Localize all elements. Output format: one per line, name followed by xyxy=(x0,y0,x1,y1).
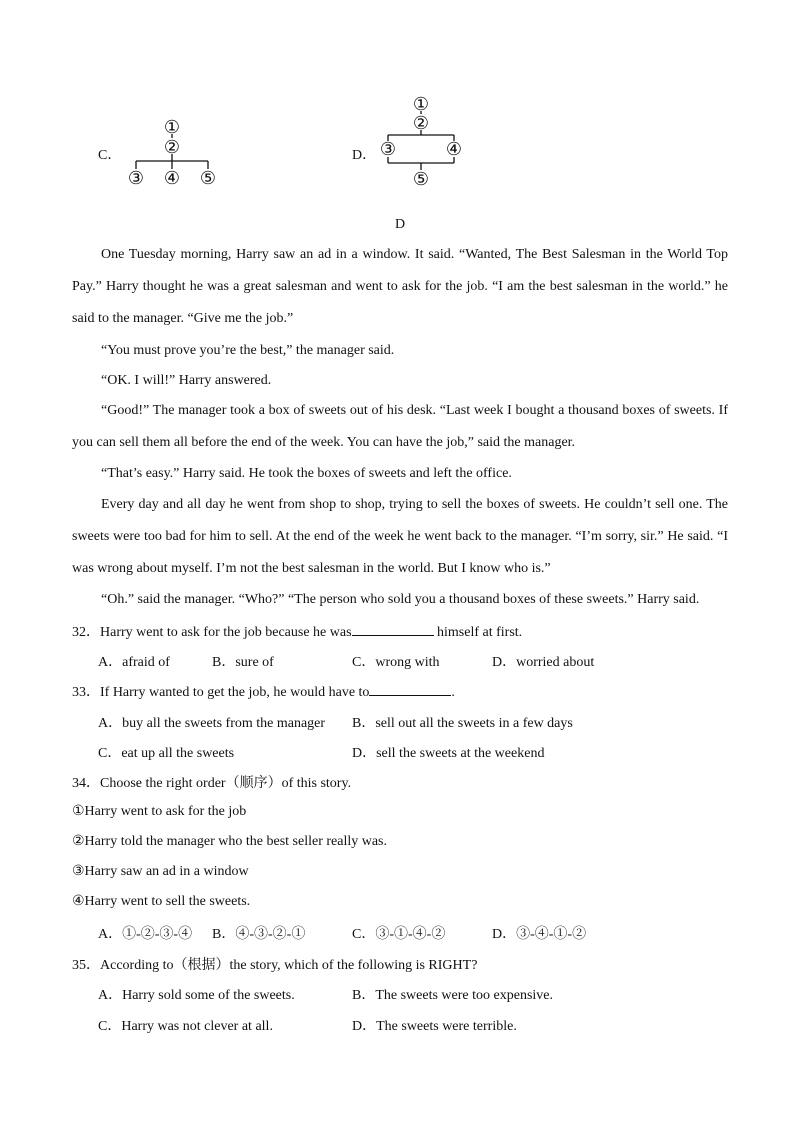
question-34-option-a[interactable]: A．①-②-③-④ xyxy=(98,927,193,942)
answer-blank[interactable] xyxy=(369,683,451,696)
question-34-event-1: ①Harry went to ask for the job xyxy=(72,804,247,819)
circled-5: ⑤ xyxy=(199,168,217,188)
question-34-event-4: ④Harry went to sell the sweets. xyxy=(72,894,251,909)
story-paragraph-7: “Oh.” said the manager. “Who?” “The person who sold you a thousand boxes of these sweets.” Harry said. xyxy=(101,592,700,607)
diagram-option-c xyxy=(120,112,230,192)
question-33-option-c[interactable]: C．eat up all the sweets xyxy=(98,746,235,761)
diagram-option-d-label: D． xyxy=(352,148,377,163)
question-33-stem-start: 33．If Harry wanted to get the job, he would have to xyxy=(72,685,370,700)
story-paragraph-5: “That’s easy.” Harry said. He took the boxes of sweets and left the office. xyxy=(101,466,512,481)
question-33-option-d[interactable]: D．sell the sweets at the weekend xyxy=(352,746,545,761)
question-35-stem: 35．According to（根据）the story, which of the following is RIGHT? xyxy=(72,958,478,973)
question-33-option-a[interactable]: A．buy all the sweets from the manager xyxy=(98,716,326,731)
question-35-option-d[interactable]: D．The sweets were terrible. xyxy=(352,1019,517,1034)
diagram-option-d xyxy=(374,92,474,190)
circled-1: ① xyxy=(412,94,430,114)
question-33-option-b[interactable]: B．sell out all the sweets in a few days xyxy=(352,716,573,731)
circled-1: ① xyxy=(163,117,181,137)
question-35-option-c[interactable]: C．Harry was not clever at all. xyxy=(98,1019,273,1034)
question-32-option-d[interactable]: D．worried about xyxy=(492,655,595,670)
circled-5: ⑤ xyxy=(412,169,430,189)
story-paragraph-6: Every day and all day he went from shop to shop, trying to sell the boxes of sweets. He couldn’t sell one. The sweets were too bad for him to sell. At the end of the week he went back to the manager. “I’m sorry, sir.” He said. “I was wrong about myself. I’m not the best salesman in the world. But I know who is.” xyxy=(72,497,728,576)
question-32-option-a[interactable]: A．afraid of xyxy=(98,655,170,670)
story-paragraph-1: One Tuesday morning, Harry saw an ad in a window. It said. “Wanted, The Best Salesman in the World Top Pay.” Harry thought he was a great salesman and went to ask for the job. “I am the best salesman in the world.” he said to the manager. “Give me the job.” xyxy=(72,247,728,326)
circled-3: ③ xyxy=(127,168,145,188)
answer-key: D xyxy=(394,217,406,232)
question-35-option-b[interactable]: B．The sweets were too expensive. xyxy=(352,988,553,1003)
question-34-event-3: ③Harry saw an ad in a window xyxy=(72,864,249,879)
question-35-option-a[interactable]: A．Harry sold some of the sweets. xyxy=(98,988,295,1003)
question-32-option-b[interactable]: B．sure of xyxy=(212,655,274,670)
circled-2: ② xyxy=(412,113,430,133)
question-34-option-d[interactable]: D．③-④-①-② xyxy=(492,927,587,942)
answer-blank[interactable] xyxy=(352,623,434,636)
question-34-option-b[interactable]: B．④-③-②-① xyxy=(212,927,306,942)
story-paragraph-3: “OK. I will!” Harry answered. xyxy=(101,373,272,388)
question-32-option-c[interactable]: C．wrong with xyxy=(352,655,440,670)
story-paragraph-4: “Good!” The manager took a box of sweets out of his desk. “Last week I bought a thousand boxes of sweets. If you can sell them all before the end of the week. You can have the job,” said the manager. xyxy=(72,403,728,450)
circled-2: ② xyxy=(163,137,181,157)
circled-4: ④ xyxy=(163,168,181,188)
question-34-event-2: ②Harry told the manager who the best seller really was. xyxy=(72,834,387,849)
question-32-stem-end: himself at first. xyxy=(433,625,523,640)
question-33-stem xyxy=(72,681,455,701)
question-33-stem-end: . xyxy=(451,685,455,700)
circled-3: ③ xyxy=(379,139,397,159)
diagram-option-c-label: C． xyxy=(98,148,122,163)
question-34-option-c[interactable]: C．③-①-④-② xyxy=(352,927,446,942)
question-34-stem: 34．Choose the right order（顺序）of this story. xyxy=(72,776,352,791)
story-paragraph-2: “You must prove you’re the best,” the manager said. xyxy=(101,343,395,358)
circled-4: ④ xyxy=(445,139,463,159)
question-32-stem xyxy=(72,621,522,641)
question-32-stem-start: 32．Harry went to ask for the job because he was xyxy=(72,625,352,640)
